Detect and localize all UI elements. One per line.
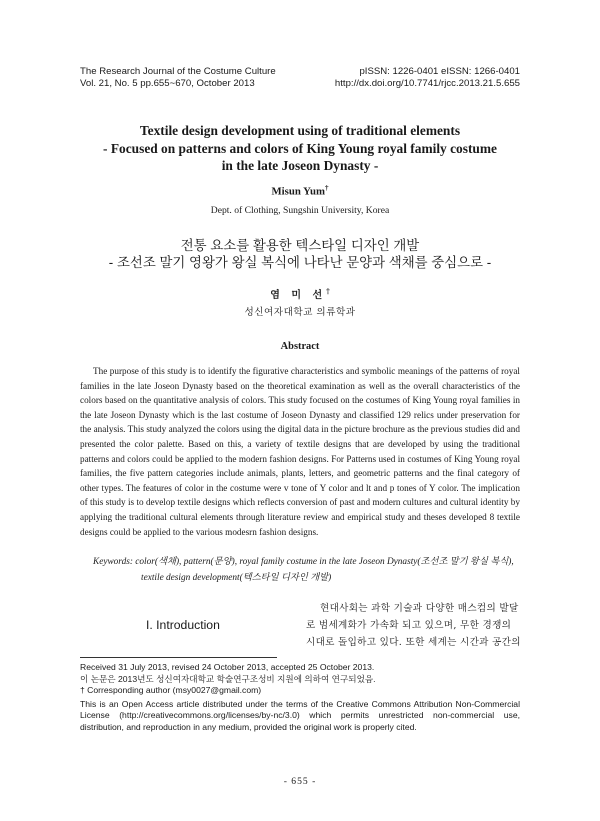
journal-header-right <box>335 66 520 90</box>
title-line-1: Textile design development using of traditional elements <box>139 123 461 138</box>
korean-title <box>40 237 560 271</box>
korean-affiliation: 성신여자대학교 의류학과 <box>244 307 356 318</box>
author <box>0 184 600 198</box>
section-heading-introduction: I. Introduction <box>146 618 220 632</box>
license-note: This is an Open Access article distributed under the terms of the Creative Commons Attribution Non-Commercial License (http://creativecommons.org/licenses/by-nc/3.0) which permits unrestricted non-commercial use, distribution, and reproduction in any medium, provided the original work is properly cited. <box>80 699 520 732</box>
intro-line-3: 시대로 돌입하고 있다. 또한 세계는 시간과 공간의 <box>306 637 521 649</box>
title-line-3: in the late Joseon Dynasty - <box>221 158 379 173</box>
doi-link[interactable]: http://dx.doi.org/10.7741/rjcc.2013.21.5.655 <box>334 78 520 89</box>
author-name: Misun Yum <box>271 185 325 198</box>
korean-corresponding-mark: † <box>326 286 330 296</box>
title-line-2: - Focused on patterns and colors of King Young royal family costume <box>103 140 497 156</box>
keywords-line-2: textile design development(텍스타일 디자인 개발) <box>141 572 332 583</box>
corresponding-mark: † <box>325 184 329 192</box>
keywords-line-1: Keywords: color(색채), pattern(문양), royal family costume in the late Joseon Dynasty(조선조 말기 왕실 복식), <box>93 557 514 567</box>
corresponding-author: † Corresponding author (msy0027@gmail.com) <box>80 685 262 695</box>
volume-info: Vol. 21, No. 5 pp.655~670, October 2013 <box>80 78 255 89</box>
footnotes <box>80 662 530 697</box>
funding-note: 이 논문은 2013년도 성신여자대학교 학술연구조성비 지원에 의하여 연구되었음. <box>80 673 376 684</box>
korean-author-name: 염 미 선 <box>270 290 327 301</box>
page-number: - 655 - <box>283 776 317 787</box>
keywords <box>93 555 514 586</box>
korean-author <box>0 286 600 301</box>
korean-subtitle: - 조선조 말기 영왕가 왕실 복식에 나타난 문양과 색채를 중심으로 - <box>108 255 492 270</box>
affiliation: Dept. of Clothing, Sungshin University, Korea <box>210 205 390 216</box>
abstract-text: The purpose of this study is to identify the figurative characteristics and symbolic meanings of the patterns of royal families in the late Joseon Dynasty based on the theoretical examination as well as the overall characteristics of the colors based on the quantitative analysis of colors. This study focused on the costumes of King Young royal families in the late Joseon Dynasty which is the last costume of Joseon Dynasty and classified 129 relics under preservation for the analysis. This study analyzed the colors using the digital data in the picture brochure as the previous studies did and presented the color palette. Based on this, a variety of textile designs that are developed by using the traditional patterns and colors could be applied to the modern fashion designs. For Patterns used in costumes of King Young royal families, the five pattern categories include animals, plants, letters, and geometric patterns and the final category of other types. The features of color in the costume were v tone of Y color and lt and p tones of Y color. The implication of this study is to develop textile designs which reflects conversion of past and modern cultures and cultural identity by applying the traditional cultural elements through literature review and empirical study and theses developed 8 textile designs could be applied to the various modesrn fashion designs. <box>80 366 520 537</box>
abstract-heading: Abstract <box>280 341 320 352</box>
journal-header-left <box>80 66 276 90</box>
received-dates: Received 31 July 2013, revised 24 October 2013, accepted 25 October 2013. <box>80 662 375 672</box>
issn: pISSN: 1226-0401 eISSN: 1266-0401 <box>359 66 520 77</box>
footnote-divider <box>80 657 277 658</box>
introduction-text <box>306 600 526 652</box>
intro-line-2: 로 범세계화가 가속화 되고 있으며, 무한 경쟁의 <box>306 620 512 632</box>
journal-name: The Research Journal of the Costume Culture <box>80 66 276 77</box>
korean-title-main: 전통 요소를 활용한 텍스타일 디자인 개발 <box>180 238 420 253</box>
intro-line-1: 현대사회는 과학 기술과 다양한 매스컴의 발달 <box>320 603 519 614</box>
paper-title <box>60 122 540 175</box>
